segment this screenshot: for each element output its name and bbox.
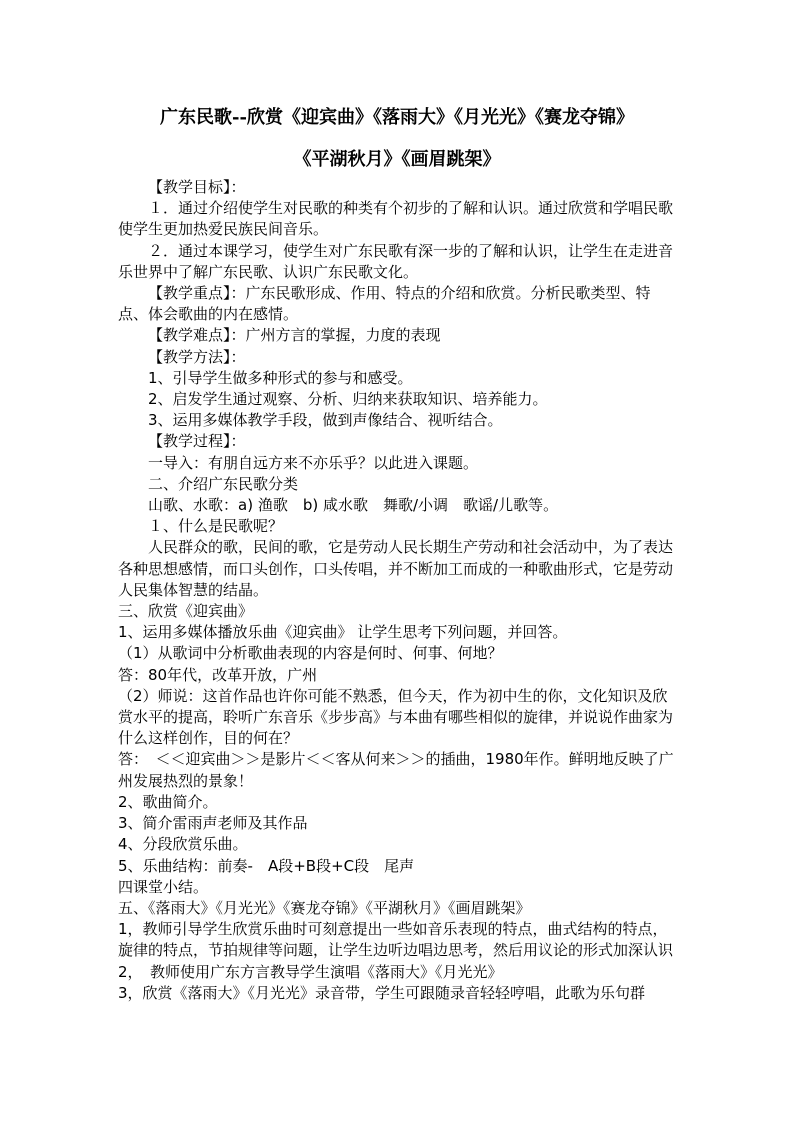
- paragraph: 答：80年代，改革开放，广州: [118, 665, 318, 684]
- paragraph: 3，欣赏《落雨大》《月光光》录音带，学生可跟随录音轻轻哼唱，此歌为乐句群: [118, 983, 646, 1002]
- list-item: 1、运用多媒体播放乐曲《迎宾曲》 让学生思考下列问题，并回答。: [118, 623, 568, 642]
- list-item: 5、乐曲结构：前奏- A段+B段+C段 尾声: [118, 856, 415, 875]
- list-item: 四课堂小结。: [118, 877, 209, 896]
- paragraph: 2， 教师使用广东方言教导学生演唱《落雨大》《月光光》: [118, 962, 503, 981]
- list-item: 3、简介雷雨声老师及其作品: [118, 814, 308, 833]
- paragraph: １．通过介绍使学生对民歌的种类有个初步的了解和认识。通过欣赏和学唱民歌使学生更加热爱民族民间音乐。: [118, 199, 674, 239]
- section-heading-objectives: 【教学目标】：: [148, 178, 246, 196]
- paragraph: 1，教师引导学生欣赏乐曲时可刻意提出一些如音乐表现的特点，曲式结构的特点，旋律的特点，节拍规律等问题，让学生边听边唱边思考，然后用议论的形式加深认识: [118, 920, 674, 960]
- paragraph: （2）师说：这首作品也许你可能不熟悉，但今天，作为初中生的你，文化知识及欣赏水平的提高，聆听广东音乐《步步高》与本曲有哪些相似的旋律，并说说作曲家为什么这样创作，目的何在？: [118, 686, 674, 748]
- list-item: 2、歌曲简介。: [118, 792, 218, 811]
- paragraph: 一导入：有朋自远方来不亦乐乎？以此进入课题。: [148, 453, 479, 472]
- paragraph: 答： ＜＜迎宾曲＞＞是影片＜＜客从何来＞＞的插曲，1980年作。鲜明地反映了广州发展热烈的景象！: [118, 750, 674, 790]
- section-heading-process: 【教学过程】：: [148, 432, 246, 451]
- list-item: 3、运用多媒体教学手段，做到声像结合、视听结合。: [148, 411, 503, 430]
- paragraph: （1）从歌词中分析歌曲表现的内容是何时、何事、何地？: [118, 644, 503, 663]
- paragraph: ２．通过本课学习，使学生对广东民歌有深一步的了解和认识，让学生在走进音乐世界中了解广东民歌、认识广东民歌文化。: [118, 241, 674, 281]
- paragraph: 人民群众的歌，民间的歌，它是劳动人民长期生产劳动和社会活动中，为了表达各种思想感情，而口头创作，口头传唱，并不断加工而成的一种歌曲形式，它是劳动人民集体智慧的结晶。: [118, 538, 674, 599]
- paragraph-difficulties: 【教学难点】：广州方言的掌握，力度的表现: [148, 326, 441, 345]
- section-heading: 五、《落雨大》《月光光》《赛龙夺锦》《平湖秋月》《画眉跳架》: [118, 898, 531, 917]
- document-title-line-2: 《平湖秋月》《画眉跳架》: [293, 149, 501, 170]
- section-heading: 三、欣赏《迎宾曲》: [118, 602, 254, 621]
- list-item: 2、启发学生通过观察、分析、归纳来获取知识、培养能力。: [148, 390, 548, 409]
- paragraph: 山歌、水歌：a) 渔歌 b) 咸水歌 舞歌/小调 歌谣/儿歌等。: [148, 496, 559, 515]
- paragraph-key-points: 【教学重点】：广东民歌形成、作用、特点的介绍和欣赏。分析民歌类型、特点、体会歌曲的内在感情。: [118, 284, 651, 324]
- document-body: [118, 177, 678, 1004]
- list-item: 4、分段欣赏乐曲。: [118, 835, 248, 854]
- document-title-line-1: 广东民歌--欣赏《迎宾曲》《落雨大》《月光光》《赛龙夺锦》: [160, 107, 634, 128]
- list-item: 1、引导学生做多种形式的参与和感受。: [148, 368, 413, 387]
- paragraph: １、什么是民歌呢？: [148, 517, 284, 536]
- paragraph: 二、介绍广东民歌分类: [148, 474, 299, 493]
- section-heading-methods: 【教学方法】：: [148, 347, 246, 366]
